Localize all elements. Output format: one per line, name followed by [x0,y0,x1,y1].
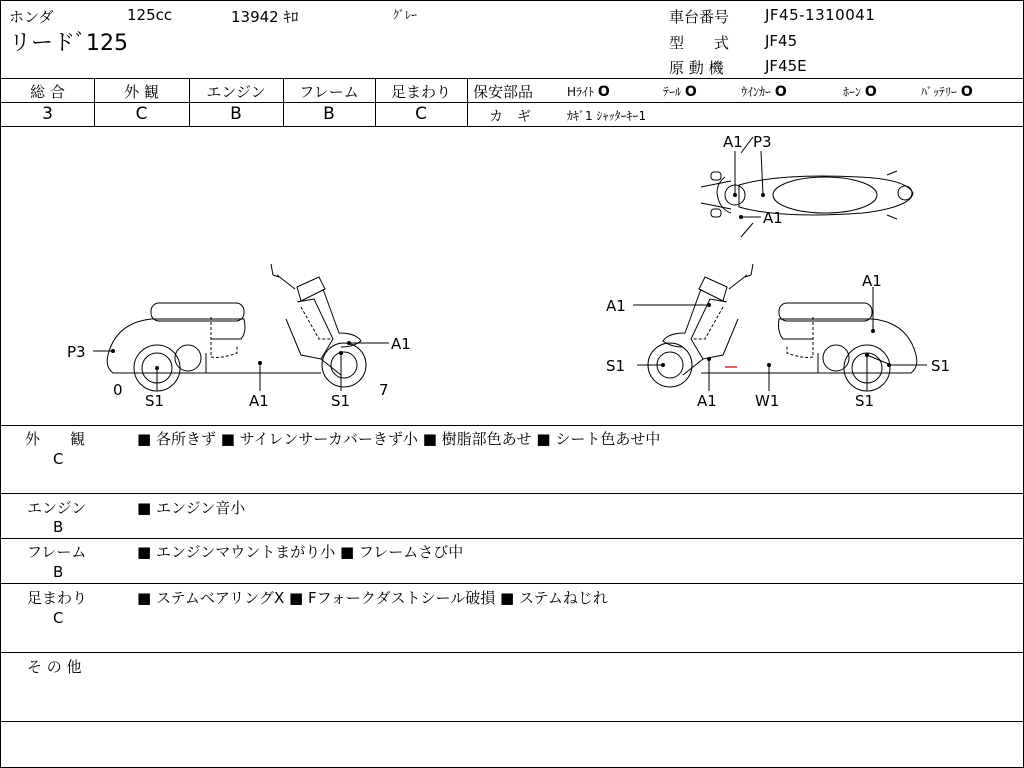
color: ｸﾞﾚｰ [393,8,418,22]
remark-grade-exterior: C [53,450,64,468]
divider [1,102,94,103]
remark-grade-engine: B [53,518,64,536]
divider [1,425,1023,426]
label-right-s1-bottom: S1 [855,392,875,410]
grade-label-overall: 総 合 [30,83,65,101]
engine-value: JF45E [765,57,807,75]
grade-value-exterior: C [135,104,148,124]
frame-no-label: 車台番号 [669,8,730,26]
engine-label: 原 動 機 [669,59,724,77]
divider [94,102,189,103]
remark-text-suspension: ■ ステムベアリングX ■ Fフォークダストシール破損 ■ ステムねじれ [137,589,608,607]
model-name: リードﾞ125 [9,31,128,56]
label-right-w1: W1 [755,392,780,410]
leader-lines [93,151,927,391]
divider [189,102,283,103]
remark-text-frame: ■ エンジンマウントまがり小 ■ フレームさび中 [137,543,464,561]
maker: ホンダ [9,8,54,26]
remark-grade-frame: B [53,563,64,581]
grade-label-frame: フレーム [299,83,359,101]
label-right-s1-front: S1 [606,357,626,375]
label-top-a1-bottom: A1 [763,209,783,227]
label-left-7: 7 [379,381,389,399]
label-left-a1-front: A1 [391,335,411,353]
label-right-a1-rear: A1 [862,272,882,290]
label-right-a1-bottom: A1 [697,392,717,410]
label-left-s1-front: S1 [331,392,351,410]
label-top-p3: P3 [753,133,772,151]
scooter-top-view [701,137,913,237]
grade-label-engine: エンジン [206,83,266,101]
remark-label-suspension: 足まわり [27,589,88,607]
scooter-left-view [107,264,366,391]
scooter-damage-diagram [1,127,1023,425]
frame-no: JF45-1310041 [765,6,876,24]
remark-label-engine: エンジン [27,499,87,517]
remark-label-frame: フレーム [27,543,87,561]
safety-item-battery: ﾊﾞｯﾃﾘｰ O [921,84,973,100]
remark-label-exterior: 外 観 [25,430,86,448]
divider [283,102,375,103]
divider [375,102,467,103]
divider [1,493,1023,494]
divider [1,538,1023,539]
grade-label-exterior: 外 観 [124,83,159,101]
grade-value-engine: B [230,104,242,124]
label-left-a1-body: A1 [249,392,269,410]
remark-text-engine: ■ エンジン音小 [137,499,246,517]
key-label: カ ギ [489,109,531,125]
type-value: JF45 [765,32,798,50]
divider [467,78,468,126]
divider [1,721,1023,722]
grade-value-suspension: C [415,104,427,124]
divider [1,78,1023,79]
safety-item-tail: ﾃｰﾙ O [663,84,697,100]
displacement: 125cc [127,6,173,24]
divider [1,652,1023,653]
label-left-s1-rear: S1 [145,392,165,410]
type-label: 型 式 [669,34,730,52]
grade-label-suspension: 足まわり [390,83,451,101]
remark-label-other: そ の 他 [27,658,82,676]
label-left-p3: P3 [67,343,86,361]
safety-item-horn: ﾎｰﾝ O [843,84,877,100]
label-top-a1: A1 [723,133,743,151]
safety-item-winker: ｳｲﾝｶｰ O [741,84,787,100]
divider [1,583,1023,584]
divider [467,102,1023,103]
grade-value-overall: 3 [42,104,53,124]
grade-value-frame: B [323,104,335,124]
remark-text-exterior: ■ 各所きず ■ サイレンサーカバーきず小 ■ 樹脂部色あせ ■ シート色あせ中 [137,430,661,448]
mileage: 13942 ｷﾛ [231,8,299,26]
remark-grade-suspension: C [53,609,64,627]
label-right-a1-front: A1 [606,297,626,315]
key-value: ｶｷﾞ1 ｼｬｯﾀｰｷｰ1 [567,109,647,123]
label-left-0: 0 [113,381,123,399]
safety-item-headlight: Hﾗｲﾄ O [567,84,610,100]
label-right-s1-rear: S1 [931,357,951,375]
safety-label: 保安部品 [473,83,534,101]
